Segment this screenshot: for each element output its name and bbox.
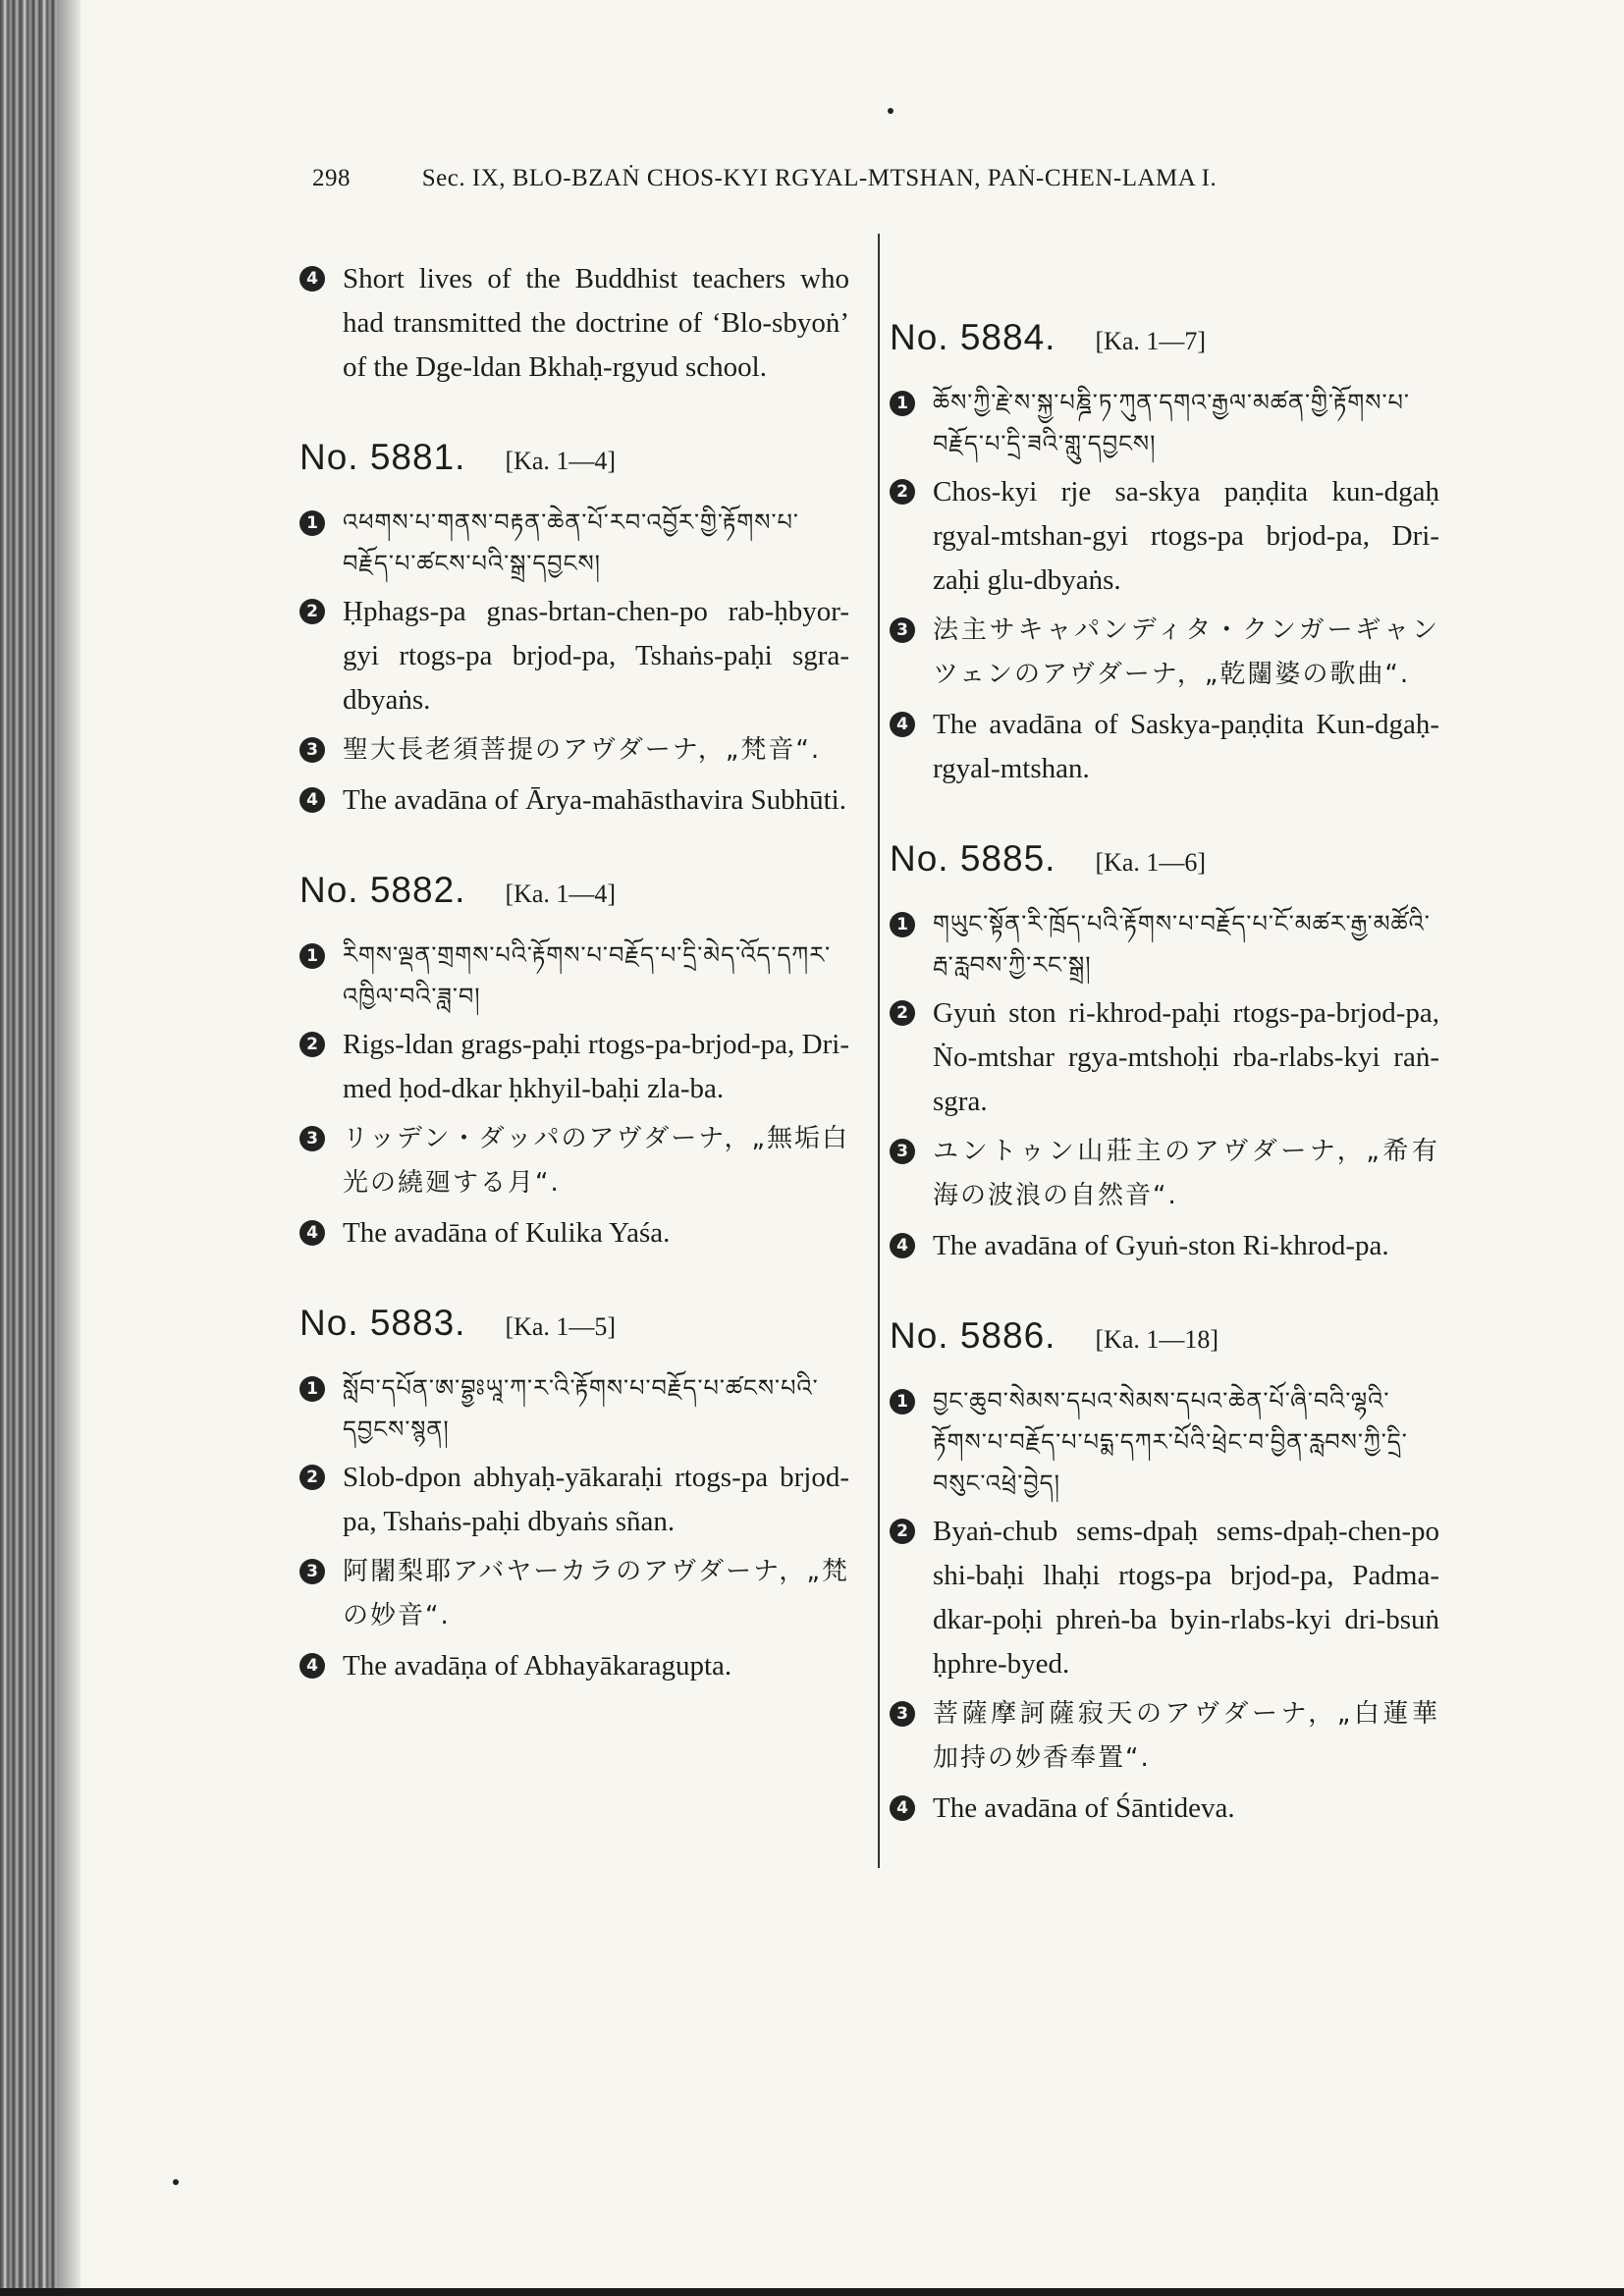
transliteration-text: The avadāṇa of Abhayākaragupta. bbox=[343, 1650, 732, 1682]
transliteration-text: The avadāna of Gyuṅ-ston Ri-khrod-pa. bbox=[933, 1230, 1389, 1261]
page-number: 298 bbox=[312, 165, 351, 191]
catalog-entry bbox=[299, 437, 849, 823]
catalog-entry bbox=[890, 317, 1439, 791]
item-number: 2 bbox=[299, 1032, 325, 1057]
item-number: 3 bbox=[299, 1126, 325, 1151]
transliteration-text: Rigs-ldan grags-paḥi rtogs-pa-brjod-pa, Dri-med ḥod-dkar ḥkhyil-baḥi zla-ba. bbox=[343, 1029, 849, 1104]
transliteration-text: Gyuṅ ston ri-khrod-paḥi rtogs-pa-brjod-pa, Ṅo-mtshar rgya-mtshoḥi rba-rlabs-kyi raṅ-sgra. bbox=[933, 997, 1439, 1117]
japanese-title: 法主サキャパンディタ・クンガーギャンツェンのアヴダーナ，„乾闥婆の歌曲“. bbox=[933, 615, 1439, 689]
entry-number: No. 5884. bbox=[890, 317, 1056, 357]
entry-item bbox=[890, 703, 1439, 791]
entry-reference: [Ka. 1—4] bbox=[505, 880, 617, 908]
section-title: Sec. IX, BLO-BZAṄ CHOS-KYI RGYAL-MTSHAN, PAṄ-CHEN-LAMA I. bbox=[421, 165, 1218, 191]
entry-item bbox=[299, 502, 849, 584]
entry-item bbox=[890, 903, 1439, 986]
item-number: 3 bbox=[299, 737, 325, 763]
item-number: 1 bbox=[299, 510, 325, 536]
entry-item bbox=[890, 1692, 1439, 1781]
entry-item bbox=[299, 1644, 849, 1688]
entry-reference: [Ka. 1—18] bbox=[1095, 1325, 1219, 1354]
catalog-entry bbox=[890, 838, 1439, 1268]
item-number: 4 bbox=[299, 266, 325, 292]
catalog-entry bbox=[299, 870, 849, 1255]
transliteration-text: The avadāna of Ārya-mahāsthavira Subhūti. bbox=[343, 784, 846, 816]
transliteration-text: Byaṅ-chub sems-dpaḥ sems-dpaḥ-chen-po shi-baḥi lhaḥi rtogs-pa brjod-pa, Padma-dkar-poḥi phreṅ-ba byin-rlabs-kyi dri-bsuṅ ḥphre-byed. bbox=[933, 1516, 1439, 1680]
transliteration-text: Slob-dpon abhyaḥ-yākaraḥi rtogs-pa brjod-pa, Tshaṅs-paḥi dbyaṅs sñan. bbox=[343, 1462, 849, 1537]
entry-heading bbox=[890, 838, 1439, 880]
entry-heading bbox=[299, 1303, 849, 1344]
entry-number: No. 5883. bbox=[299, 1303, 466, 1343]
intro-item bbox=[299, 257, 849, 390]
item-number: 4 bbox=[890, 1795, 915, 1821]
item-number: 2 bbox=[890, 1000, 915, 1026]
transliteration-text: Chos-kyi rje sa-skya paṇḍita kun-dgaḥ rgyal-mtshan-gyi rtogs-pa brjod-pa, Dri-zaḥi glu-dbyaṅs. bbox=[933, 476, 1439, 596]
item-number: 1 bbox=[890, 1389, 915, 1415]
item-number: 1 bbox=[890, 912, 915, 937]
left-column bbox=[299, 257, 849, 1694]
catalog-entry bbox=[299, 1303, 849, 1688]
transliteration-text: The avadāna of Śāntideva. bbox=[933, 1792, 1235, 1824]
entry-item bbox=[890, 1380, 1439, 1504]
transliteration-text: The avadāna of Saskya-paṇḍita Kun-dgaḥ-rgyal-mtshan. bbox=[933, 709, 1439, 784]
page-bottom-edge bbox=[0, 2288, 1624, 2296]
entry-item bbox=[299, 590, 849, 722]
entry-item bbox=[890, 1510, 1439, 1686]
entry-item bbox=[890, 609, 1439, 697]
item-number: 3 bbox=[890, 1139, 915, 1164]
entry-item bbox=[299, 1023, 849, 1111]
item-number: 1 bbox=[299, 943, 325, 969]
entry-item bbox=[299, 934, 849, 1017]
tibetan-title: རིགས་ལྡན་གྲགས་པའི་རྟོགས་པ་བརྗོད་པ་དྲི་མེད་འོད་དཀར་འཁྱིལ་བའི་ཟླ་བ། bbox=[343, 941, 832, 1010]
entry-reference: [Ka. 1—4] bbox=[505, 447, 617, 475]
entry-heading bbox=[890, 1315, 1439, 1357]
tibetan-title: ཆོས་ཀྱི་རྗེ་ས་སྐྱ་པཎྜི་ཏ་ཀུན་དགའ་རྒྱལ་མཚན་གྱི་རྟོགས་པ་བརྗོད་པ་དྲི་ཟའི་གླུ་དབྱངས། bbox=[933, 389, 1410, 457]
item-number: 4 bbox=[299, 1653, 325, 1679]
entry-item bbox=[890, 1787, 1439, 1831]
entry-item bbox=[299, 728, 849, 773]
item-number: 1 bbox=[299, 1376, 325, 1402]
entry-number: No. 5881. bbox=[299, 437, 466, 477]
item-number: 4 bbox=[299, 787, 325, 813]
item-number: 3 bbox=[890, 1701, 915, 1727]
entry-item bbox=[890, 1224, 1439, 1268]
item-number: 2 bbox=[299, 1465, 325, 1490]
entry-item bbox=[299, 1117, 849, 1205]
entry-heading bbox=[890, 317, 1439, 358]
japanese-title: 聖大長老須菩提のアヴダーナ，„梵音“. bbox=[343, 735, 822, 765]
entry-item bbox=[299, 1211, 849, 1255]
item-number: 4 bbox=[890, 1233, 915, 1258]
item-number: 2 bbox=[890, 479, 915, 505]
speck bbox=[888, 108, 893, 114]
catalog-entry bbox=[890, 1315, 1439, 1831]
japanese-title: ユントゥン山莊主のアヴダーナ，„希有海の波浪の自然音“. bbox=[933, 1137, 1439, 1210]
intro-text: Short lives of the Buddhist teachers who had transmitted the doctrine of ‘Blo-sbyoṅ’ of the Dge-ldan Bkhaḥ-rgyud school. bbox=[343, 263, 849, 383]
entry-reference: [Ka. 1—6] bbox=[1095, 848, 1207, 877]
entry-number: No. 5885. bbox=[890, 838, 1056, 879]
transliteration-text: Ḥphags-pa gnas-brtan-chen-po rab-ḥbyor-gyi rtogs-pa brjod-pa, Tshaṅs-paḥi sgra-dbyaṅs. bbox=[343, 596, 849, 716]
book-spine-shadow bbox=[0, 0, 57, 2296]
japanese-title: リッデン・ダッパのアヴダーナ，„無垢白光の繞廻する月“. bbox=[343, 1124, 849, 1198]
item-number: 4 bbox=[890, 712, 915, 737]
entry-heading bbox=[299, 437, 849, 478]
running-header bbox=[312, 165, 1392, 192]
japanese-title: 菩薩摩訶薩寂天のアヴダーナ，„白蓮華加持の妙香奉置“. bbox=[933, 1699, 1439, 1773]
entry-item bbox=[890, 382, 1439, 464]
item-number: 3 bbox=[299, 1559, 325, 1584]
entry-item bbox=[299, 1456, 849, 1544]
item-number: 2 bbox=[890, 1519, 915, 1544]
page-gutter bbox=[57, 0, 81, 2296]
entry-reference: [Ka. 1—5] bbox=[505, 1312, 617, 1341]
entry-item bbox=[299, 1550, 849, 1638]
entry-item bbox=[890, 1130, 1439, 1218]
entry-item bbox=[890, 470, 1439, 603]
item-number: 2 bbox=[299, 599, 325, 624]
right-column bbox=[890, 270, 1439, 1837]
entry-number: No. 5886. bbox=[890, 1315, 1056, 1356]
speck bbox=[173, 2179, 179, 2185]
tibetan-title: གཡུང་སྟོན་རི་ཁྲོད་པའི་རྟོགས་པ་བརྗོད་པ་ངོ་མཚར་རྒྱ་མཚོའི་རྦ་རླབས་ཀྱི་རང་སྒྲ། bbox=[933, 910, 1431, 979]
item-number: 1 bbox=[890, 391, 915, 416]
entry-reference: [Ka. 1—7] bbox=[1095, 327, 1207, 355]
item-number: 4 bbox=[299, 1220, 325, 1246]
transliteration-text: The avadāna of Kulika Yaśa. bbox=[343, 1217, 671, 1249]
tibetan-title: སློབ་དཔོན་ཨ་བྷྱཿཡཱ་ཀ་ར་འི་རྟོགས་པ་བརྗོད་པ་ཚངས་པའི་དབྱངས་སྙན། bbox=[343, 1374, 819, 1443]
entry-heading bbox=[299, 870, 849, 911]
column-divider bbox=[878, 234, 880, 1868]
tibetan-title: འཕགས་པ་གནས་བརྟན་ཆེན་པོ་རབ་འབྱོར་གྱི་རྟོགས་པ་བརྗོད་པ་ཚངས་པའི་སྒྲ་དབྱངས། bbox=[343, 508, 799, 577]
item-number: 3 bbox=[890, 617, 915, 643]
entry-item bbox=[890, 991, 1439, 1124]
entry-number: No. 5882. bbox=[299, 870, 466, 910]
entry-item bbox=[299, 1367, 849, 1450]
entry-item bbox=[299, 778, 849, 823]
tibetan-title: བྱང་ཆུབ་སེམས་དཔའ་སེམས་དཔའ་ཆེན་པོ་ཞི་བའི་ལྷའི་རྟོགས་པ་བརྗོད་པ་པདྨ་དཀར་པོའི་ཕྲེང་བ་བྱིན་རླབས་ཀྱི་དྲི་བསུང་འཕྲེ་བྱེད། bbox=[933, 1387, 1408, 1497]
japanese-title: 阿闍梨耶アバヤーカラのアヴダーナ，„梵の妙音“. bbox=[343, 1557, 849, 1630]
